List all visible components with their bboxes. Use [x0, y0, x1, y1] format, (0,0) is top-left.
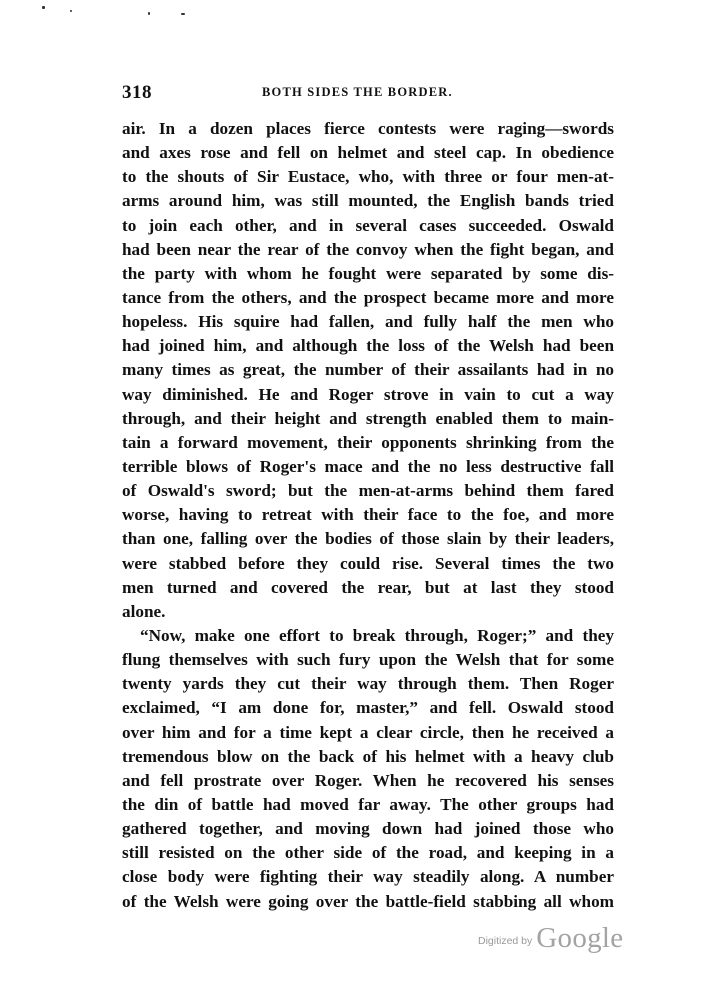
watermark-prefix: Digitized by — [478, 935, 533, 947]
text-line: of Oswald's sword; but the men-at-arms behind them fared — [122, 481, 614, 501]
text-line: close body were fighting their way steadily along. A number — [122, 867, 614, 887]
text-line: air. In a dozen places fierce contests were raging—swords — [122, 119, 614, 138]
text-line: gathered together, and moving down had joined those who — [122, 819, 614, 839]
text-line: over him and for a time kept a clear circle, then he received a — [122, 722, 614, 742]
digitized-watermark — [478, 922, 623, 962]
text-line: many times as great, the number of their assailants had in no — [122, 360, 614, 380]
text-line: had joined him, and although the loss of the Welsh had been — [122, 336, 614, 356]
text-line: through, and their height and strength enabled them to main- — [122, 408, 614, 428]
text-line: hopeless. His squire had fallen, and fully half the men who — [122, 312, 614, 332]
text-line: the party with whom he fought were separated by some dis- — [122, 263, 614, 283]
text-line: tain a forward movement, their opponents shrinking from the — [122, 432, 614, 452]
text-line: arms around him, was still mounted, the English bands tried — [122, 191, 614, 211]
text-line: to join each other, and in several cases succeeded. Oswald — [122, 215, 614, 235]
text-line: still resisted on the other side of the road, and keeping in a — [122, 843, 614, 863]
text-line: tremendous blow on the back of his helmet with a heavy club — [122, 746, 614, 766]
text-line: and axes rose and fell on helmet and steel cap. In obedience — [122, 143, 614, 163]
text-line: flung themselves with such fury upon the Welsh that for some — [122, 650, 614, 670]
text-line: were stabbed before they could rise. Several times the two — [122, 553, 614, 573]
text-line: way diminished. He and Roger strove in vain to cut a way — [122, 384, 614, 404]
body-text — [122, 117, 614, 914]
text-line: exclaimed, “I am done for, master,” and fell. Oswald stood — [122, 698, 614, 718]
page-number: 318 — [122, 82, 152, 103]
text-line-paragraph-end: alone. — [122, 601, 166, 621]
text-line: tance from the others, and the prospect became more and more — [122, 287, 614, 307]
text-line: men turned and covered the rear, but at last they stood — [122, 577, 614, 597]
text-line: the din of battle had moved far away. The other groups had — [122, 794, 614, 814]
text-line: had been near the rear of the convoy when the fight began, and — [122, 239, 614, 259]
scan-specks — [40, 4, 240, 24]
text-line: worse, having to retreat with their face to the foe, and more — [122, 505, 614, 525]
page-header — [122, 82, 614, 106]
text-line: twenty yards they cut their way through them. Then Roger — [122, 674, 614, 694]
text-line-paragraph-start: “Now, make one effort to break through, Roger;” and they — [140, 625, 614, 645]
google-logo: Google — [536, 922, 624, 954]
text-line: terrible blows of Roger's mace and the no less destructive fall — [122, 456, 614, 476]
text-line: of the Welsh were going over the battle-field stabbing all whom — [122, 891, 614, 911]
text-line: to the shouts of Sir Eustace, who, with three or four men-at- — [122, 167, 614, 187]
text-line: and fell prostrate over Roger. When he recovered his senses — [122, 770, 614, 790]
text-line: than one, falling over the bodies of those slain by their leaders, — [122, 529, 614, 549]
running-title: BOTH SIDES THE BORDER. — [262, 85, 453, 99]
